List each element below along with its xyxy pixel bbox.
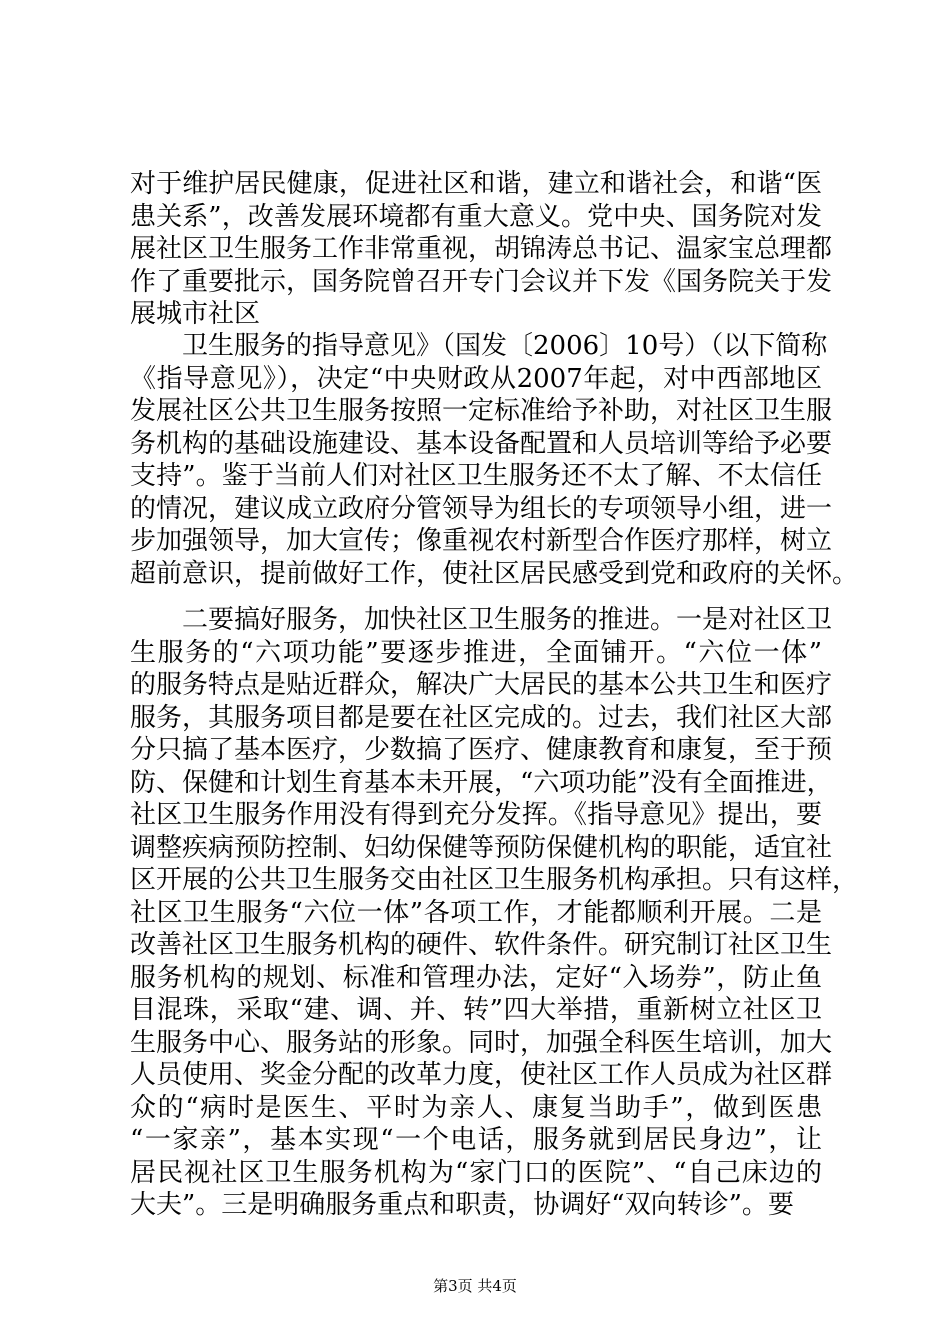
text-line: 目混珠，采取“建、调、并、转”四大举措，重新树立社区卫 [130, 995, 822, 1025]
text-line: 卫生服务的指导意见》（国发〔2006〕10号）（以下简称 [182, 331, 828, 361]
text-line: 防、保健和计划生育基本未开展，“六项功能”没有全面推进， [130, 767, 833, 798]
text-line: 生服务的“六项功能”要逐步推进，全面铺开。“六位一体” [130, 637, 822, 668]
text-line: 众的“病时是医生、平时为亲人、康复当助手”，做到医患 [130, 1092, 822, 1123]
page-footer: 第3页 共4页 [433, 1277, 517, 1295]
paragraph-3 [130, 604, 859, 1222]
text-line: 展城市社区 [130, 299, 261, 329]
text-line: 服务，其服务项目都是要在社区完成的。过去，我们社区大部 [130, 702, 833, 733]
paragraph-2 [130, 330, 859, 590]
text-line: 二要搞好服务，加快社区卫生服务的推进。一是对社区卫 [182, 605, 833, 635]
text-line: 的服务特点是贴近群众，解决广大居民的基本公共卫生和医疗 [130, 670, 833, 700]
text-line: 展社区卫生服务工作非常重视，胡锦涛总书记、温家宝总理都 [130, 234, 833, 264]
text-line: 区开展的公共卫生服务交由社区卫生服务机构承担。只有这样， [130, 865, 859, 895]
text-line: 社区卫生服务作用没有得到充分发挥。《指导意见》提出，要 [130, 800, 822, 830]
text-line: 务机构的基础设施建设、基本设备配置和人员培训等给予必要 [130, 428, 833, 459]
text-line: 人员使用、奖金分配的改革力度，使社区工作人员成为社区群 [130, 1060, 833, 1090]
text-line: 调整疾病预防控制、妇幼保健等预防保健机构的职能，适宜社 [130, 832, 833, 863]
text-line: 居民视社区卫生服务机构为“家门口的医院”、“自己床边的 [130, 1157, 822, 1188]
text-line: 改善社区卫生服务机构的硬件、软件条件。研究制订社区卫生 [130, 930, 833, 960]
text-line: 大夫”。三是明确服务重点和职责，协调好“双向转诊”。要 [130, 1190, 794, 1220]
text-line: 服务机构的规划、标准和管理办法，定好“入场券”，防止鱼 [130, 962, 822, 993]
text-line: 作了重要批示，国务院曾召开专门会议并下发《国务院关于发 [130, 266, 833, 297]
text-line: 发展社区公共卫生服务按照一定标准给予补助，对社区卫生服 [130, 396, 833, 426]
text-line: 生服务中心、服务站的形象。同时，加强全科医生培训，加大 [130, 1027, 833, 1058]
text-line: 超前意识，提前做好工作，使社区居民感受到党和政府的关怀。 [130, 558, 859, 589]
text-line: 《指导意见》），决定“中央财政从2007年起，对中西部地区 [130, 363, 822, 394]
text-line: 支持”。鉴于当前人们对社区卫生服务还不太了解、不太信任 [130, 461, 822, 491]
text-line: 分只搞了基本医疗，少数搞了医疗、健康教育和康复，至于预 [130, 735, 833, 765]
text-line: 对于维护居民健康，促进社区和谐，建立和谐社会，和谐“医 [130, 169, 822, 199]
paragraph-1 [130, 168, 833, 331]
text-line: 步加强领导，加大宣传；像重视农村新型合作医疗那样，树立 [130, 526, 833, 556]
text-line: 患关系”，改善发展环境都有重大意义。党中央、国务院对发 [130, 201, 822, 232]
text-line: 的情况，建议成立政府分管领导为组长的专项领导小组，进一 [130, 493, 833, 524]
text-line: 社区卫生服务“六位一体”各项工作，才能都顺利开展。二是 [130, 897, 822, 928]
text-line: “一家亲”，基本实现“一个电话，服务就到居民身边”，让 [130, 1125, 822, 1155]
